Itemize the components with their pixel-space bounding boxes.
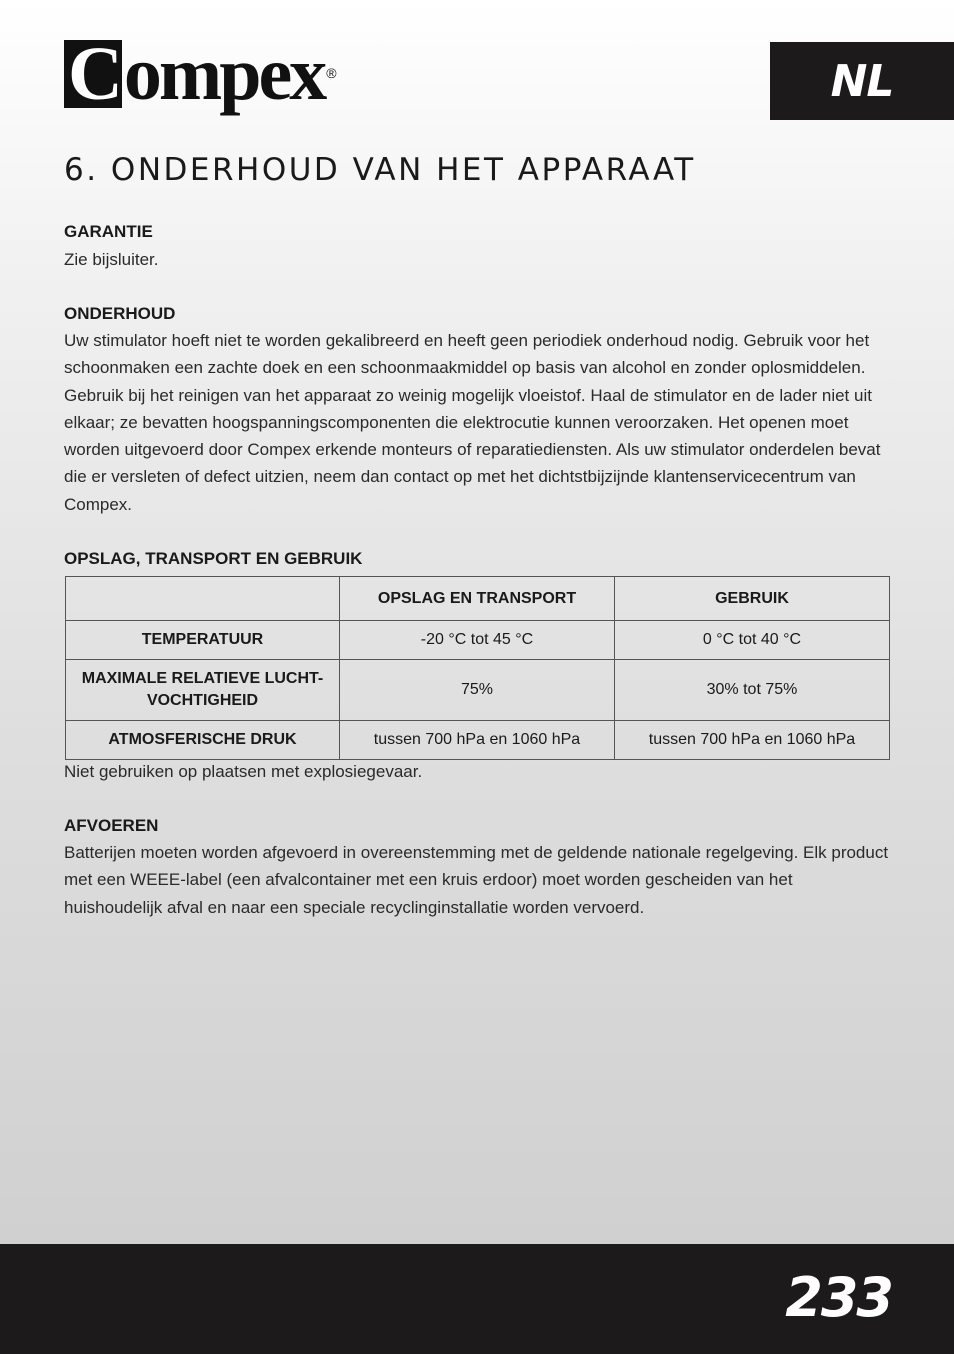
row-label-pressure: ATMOSFERISCHE DRUK xyxy=(66,721,340,760)
cell-pressure-storage: tussen 700 hPa en 1060 hPa xyxy=(340,721,615,760)
row-label-temperature: TEMPERATUUR xyxy=(66,621,340,660)
page-number: 233 xyxy=(785,1266,892,1329)
table-row xyxy=(66,660,890,721)
opslag-heading: OPSLAG, TRANSPORT EN GEBRUIK xyxy=(64,549,363,568)
language-label: NL xyxy=(830,55,894,107)
cell-humidity-use: 30% tot 75% xyxy=(615,660,890,721)
row-label-humidity: MAXIMALE RELATIEVE LUCHT-VOCHTIGHEID xyxy=(66,660,340,721)
onderhoud-heading: ONDERHOUD xyxy=(64,304,176,323)
registered-mark: ® xyxy=(326,65,337,81)
onderhoud-text: Uw stimulator hoeft niet te worden gekalibreerd en heeft geen periodiek onderhoud nodig. Gebruik voor het schoonmaken een zachte doek en een schoonmaakmiddel op basis van alcohol en zonder oplosmiddelen. Gebruik bij het reinigen van het apparaat zo weinig mogelijk vloeistof. Haal de stimulator en de lader niet uit elkaar; ze bevatten hoogspanningscomponenten die elektrocutie kunnen veroorzaken. Het openen moet worden uitgevoerd door Compex erkende monteurs of reparatiediensten. Als uw stimulator onderdelen bevat die er versleten of defect uitzien, neem dan contact op met het dichtstbijzijnde klantenservicecentrum van Compex. xyxy=(64,331,881,514)
garantie-heading: GARANTIE xyxy=(64,222,153,241)
table-header-use: GEBRUIK xyxy=(615,577,890,621)
logo-wordmark: ompex xyxy=(123,32,325,116)
explosion-warning-note: Niet gebruiken op plaatsen met explosiegevaar. xyxy=(64,762,423,781)
cell-temperature-use: 0 °C tot 40 °C xyxy=(615,621,890,660)
cell-temperature-storage: -20 °C tot 45 °C xyxy=(340,621,615,660)
page-title: 6. ONDERHOUD VAN HET APPARAAT xyxy=(64,152,696,188)
table-header-row xyxy=(66,577,890,621)
cell-pressure-use: tussen 700 hPa en 1060 hPa xyxy=(615,721,890,760)
table-row xyxy=(66,621,890,660)
language-tab xyxy=(770,42,954,120)
afvoeren-heading: AFVOEREN xyxy=(64,816,159,835)
table-row xyxy=(66,721,890,760)
table-header-empty xyxy=(66,577,340,621)
garantie-text: Zie bijsluiter. xyxy=(64,250,159,269)
storage-conditions-table xyxy=(65,576,890,760)
table-header-storage: OPSLAG EN TRANSPORT xyxy=(340,577,615,621)
footer-bar xyxy=(0,1244,954,1354)
compex-logo xyxy=(64,32,337,116)
cell-humidity-storage: 75% xyxy=(340,660,615,721)
logo-initial: C xyxy=(64,40,122,108)
afvoeren-text: Batterijen moeten worden afgevoerd in overeenstemming met de geldende nationale regelgeving. Elk product met een WEEE-label (een afvalcontainer met een kruis erdoor) moet worden gescheiden van het huishoudelijk afval en naar een speciale recyclinginstallatie worden vervoerd. xyxy=(64,843,889,917)
